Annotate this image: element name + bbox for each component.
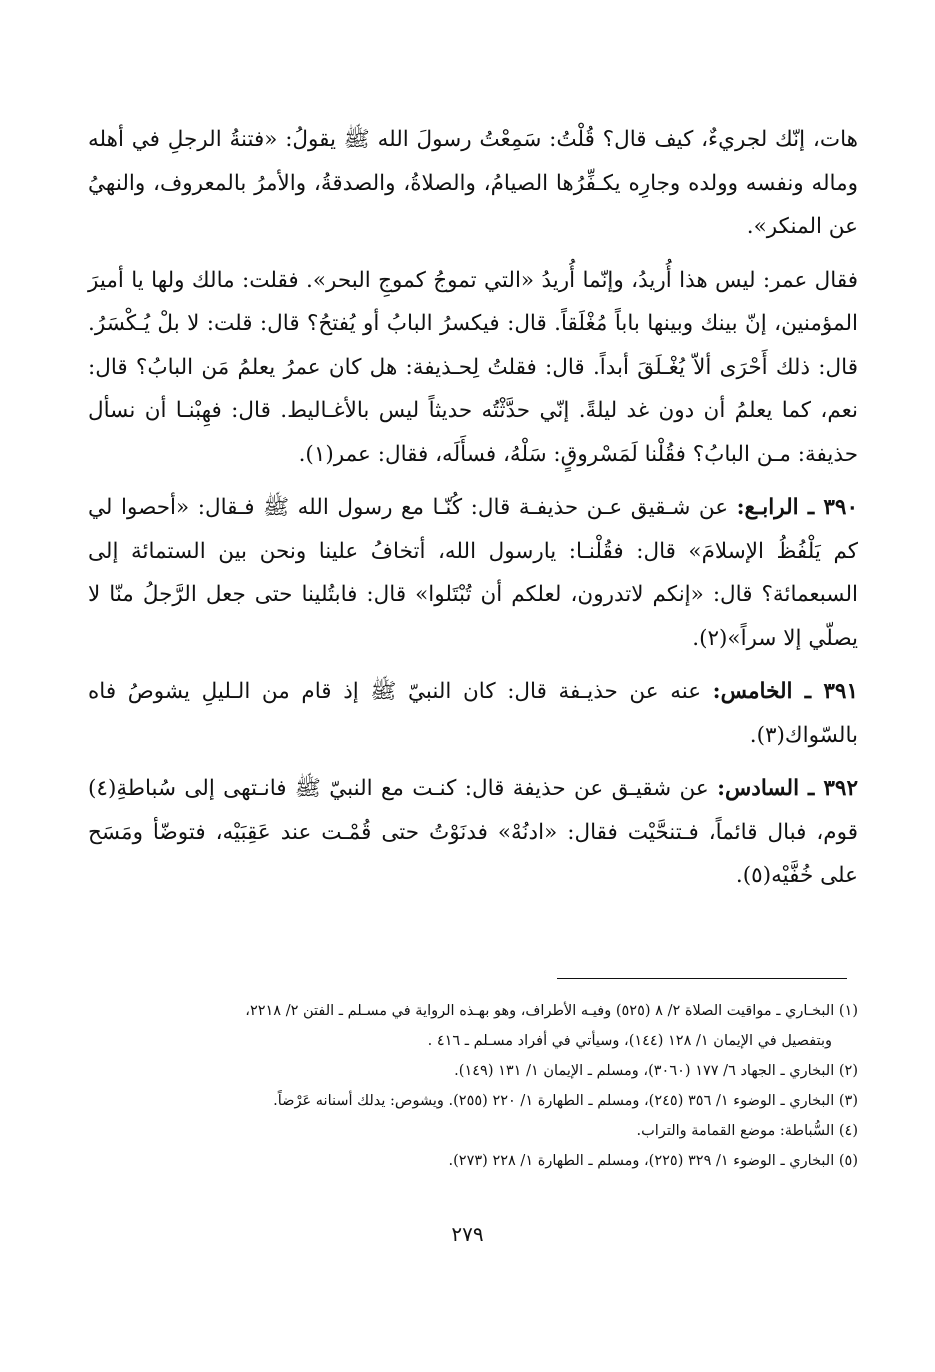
page-number: ٢٧٩ <box>451 1222 484 1246</box>
hadith-391 <box>88 670 858 757</box>
hadith-392-heading: ٣٩٢ ـ السادس: <box>717 776 858 801</box>
footnote-divider <box>557 978 847 979</box>
paragraph-2: فقال عمر: ليس هذا أُريدُ، وإنّما أُريدُ «التي تموجُ كموجِ البحر». فقلت: مالك ولها يا أميرَ المؤمنين، إنّ بينك وبينها باباً مُغْلَقاً. قال: فيكسرُ البابُ أو يُفتحُ؟ قال: قلت: لا بلْ يُـكْسَرُ. قال: ذلك أَحْرَى ألاّ يُغْـلَقَ أبداً. قال: فقلتُ لِحـذيفة: هل كان عمرُ يعلمُ مَن البابُ؟ قال: نعم، كما يعلمُ أن دون غد ليلةً. إنّي حدَّثْتُه حديثاً ليس بالأغـاليط. قال: فهِبْنـا أن نسأل حذيفة: مـن البابُ؟ فقُلْنا لَمَسْروقٍ: سَلْهُ، فسأَلَه، فقال: عمر(١). <box>88 267 858 467</box>
footnotes <box>88 996 858 1176</box>
hadith-391-heading: ٣٩١ ـ الخامس: <box>712 679 858 704</box>
footnote-1: (١) البخـاري ـ مواقيت الصلاة ٢/ ٨ (٥٢٥) وفيـه الأطراف، وهو بهـذه الرواية في مسـلم ـ الفتن ٢/ ٢٢١٨، <box>245 1003 858 1019</box>
footnote-5: (٥) البخاري ـ الوضوء ١/ ٣٢٩ (٢٢٥)، ومسلم ـ الطهارة ١/ ٢٢٨ (٢٧٣). <box>448 1153 858 1169</box>
footnote-3: (٣) البخاري ـ الوضوء ١/ ٣٥٦ (٢٤٥)، ومسلم ـ الطهارة ١/ ٢٢٠ (٢٥٥). ويشوص: يدلك أسنانه عَرْضاً. <box>273 1093 858 1109</box>
hadith-391-text: عنه عن حذيـفة قال: كان النبيّ ﷺ إذ قام من الـليلِ يشوصُ فاه بالسّواك(٣). <box>88 679 858 748</box>
main-text <box>88 118 858 898</box>
footnote-2: (٢) البخاري ـ الجهاد ٦/ ١٧٧ (٣٠٦٠)، ومسلم ـ الإيمان ١/ ١٣١ (١٤٩). <box>454 1063 858 1079</box>
footnote-4: (٤) السُّباطة: موضع القمامة والتراب. <box>636 1123 858 1139</box>
hadith-390 <box>88 486 858 660</box>
hadith-390-text: عن شـقيق عـن حذيفـة قال: كُنّـا مع رسول الله ﷺ فـقال: «أحصوا لي كم يَلْفُظُ الإسلامَ» قال: فقُلْنـا: يارسول الله، أتخافُ علينا ونحن بين الستمائة إلى السبعمائة؟ قال: «إنكم لاتدرون، لعلكم أن تُبْتَلوا» قال: فابتُلينا حتى جعل الرَّجلُ منّا لا يصلّي إلا سراً»(٢). <box>88 495 858 651</box>
paragraph-1: هات، إنّك لجريءٌ، كيف قال؟ قُلْتُ: سَمِعْتُ رسولَ الله ﷺ يقولُ: «فتنةُ الرجلِ في أهله وماله ونفسه وولده وجارِه يكـفِّرُها الصيامُ، والصلاةُ، والصدقةُ، والأمرُ بالمعروف، والنهيُ عن المنكر». <box>88 127 858 239</box>
footnote-1-continuation: وبتفصيل في الإيمان ١/ ١٢٨ (١٤٤)، وسيأتي في أفراد مسـلم ـ ٤١٦ . <box>427 1033 832 1049</box>
hadith-390-heading: ٣٩٠ ـ الرابـع: <box>736 495 858 520</box>
hadith-392 <box>88 767 858 898</box>
hadith-392-text: عن شقيـق عن حذيفة قال: كنـت مع النبيّ ﷺ فانـتهى إلى سُباطةِ(٤) قوم، فبال قائماً، فـتنحَّيْت فقال: «ادنُهْ» فدنَوْتُ حتى قُمْـت عند عَقِبَيْه، فتوضّأ ومَسَح على خُفَّيْه(٥). <box>88 776 858 888</box>
